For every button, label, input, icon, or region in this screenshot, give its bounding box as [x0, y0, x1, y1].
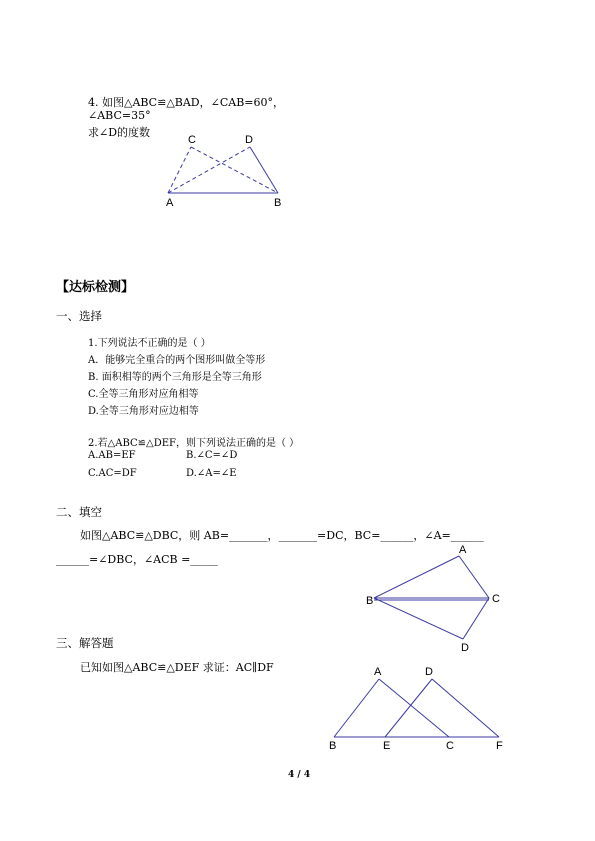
label-b: B [366, 595, 374, 607]
part3-title: 三、解答题 [56, 636, 114, 650]
label-c: C [492, 593, 500, 605]
q1-option-d: D.全等三角形对应边相等 [88, 406, 199, 417]
label-a: A [166, 197, 174, 209]
label-e: E [383, 740, 391, 752]
page-number: 4 / 4 [288, 770, 311, 780]
part3-line1: 已知如图△ABC≌△DEF 求证：AC∥DF [80, 661, 274, 674]
q1-option-c: C.全等三角形对应角相等 [88, 389, 199, 400]
part2-line2: ______=∠DBC，∠ACB =_____ [56, 553, 218, 566]
segment-ba [334, 679, 379, 737]
q1-option-b: B. 面积相等的两个三角形是全等三角形 [88, 372, 262, 383]
q2-option-d: D.∠A=∠E [186, 468, 237, 479]
label-a: A [459, 544, 467, 556]
part2-title: 二、填空 [56, 505, 102, 519]
problem4-line1: 4. 如图△ABC≌△BAD，∠CAB=60°， [88, 96, 284, 109]
q2-option-c: C.AC=DF [88, 468, 137, 479]
q1-option-a: A．能够完全重合的两个图形叫做全等形 [88, 355, 266, 366]
label-a: A [374, 666, 382, 678]
q2-option-b: B.∠C=∠D [186, 450, 238, 461]
q1-stem: 1.下列说法不正确的是（ ） [88, 338, 211, 349]
label-f: F [496, 740, 503, 752]
q2-stem: 2.若△ABC≌△DEF，则下列说法正确的是（ ） [88, 438, 300, 449]
segment-df [432, 679, 499, 737]
problem4-line2: ∠ABC=35° [88, 109, 151, 122]
label-b: B [329, 740, 337, 752]
label-c: C [446, 740, 454, 752]
segment-ed [385, 679, 432, 737]
part1-title: 一、选择 [56, 309, 102, 323]
problem4-line3: 求∠D的度数 [88, 126, 151, 139]
segment-ac [379, 679, 449, 737]
label-c: C [188, 134, 196, 146]
section-title: 【达标检测】 [56, 280, 135, 295]
label-d: D [425, 666, 433, 678]
q2-option-a: A.AB=EF [88, 450, 136, 461]
part2-line1: 如图△ABC≌△DBC，则 AB=_______，_______=DC，BC=______，∠A=______ [80, 529, 484, 542]
label-d: D [461, 642, 469, 654]
label-b: B [274, 197, 282, 209]
label-d: D [245, 134, 253, 146]
